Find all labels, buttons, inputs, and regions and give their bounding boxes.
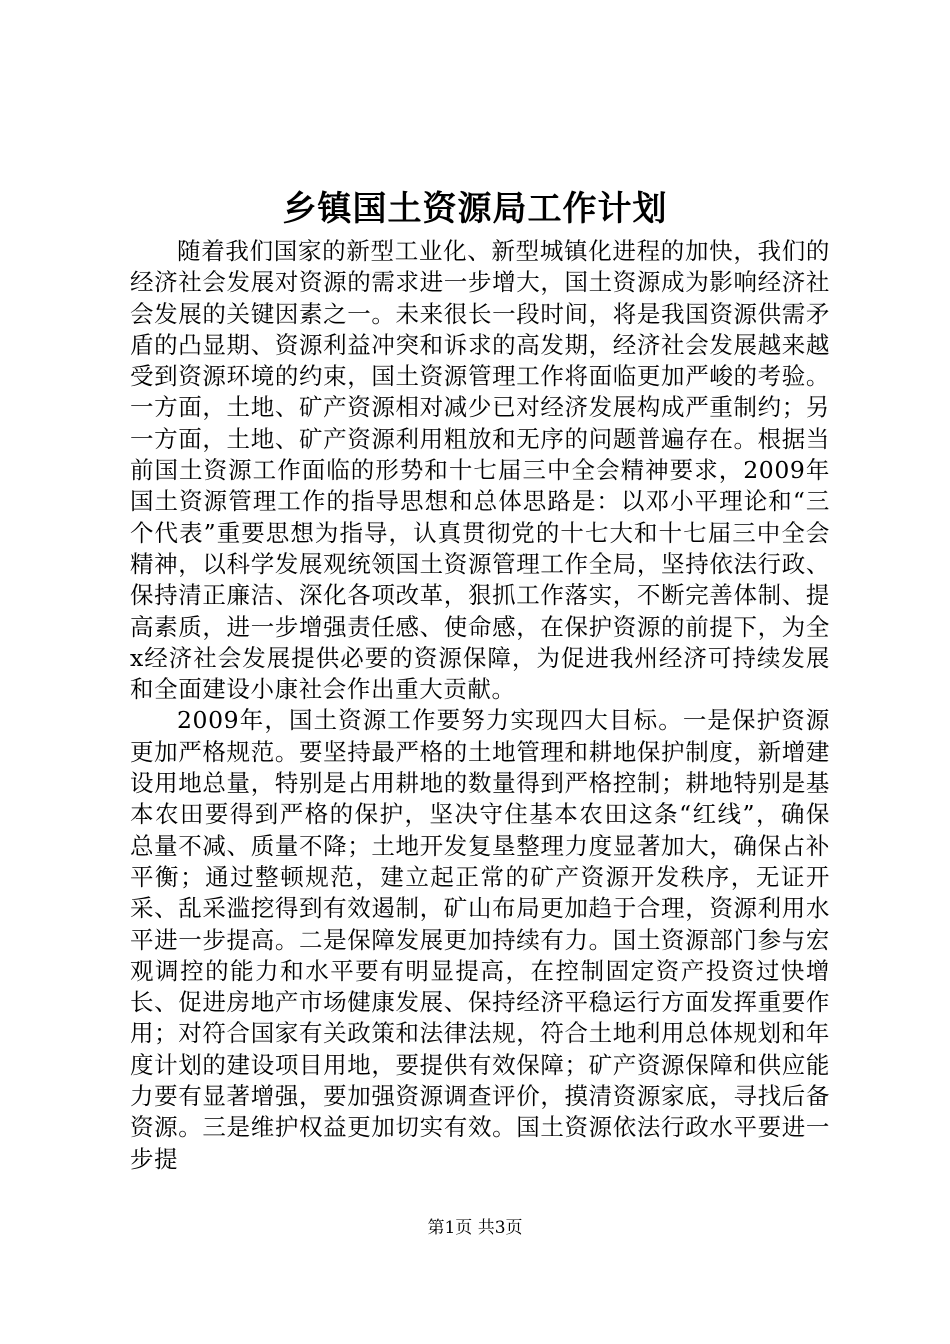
- document-body: [130, 236, 830, 1175]
- paragraph-1: 随着我们国家的新型工业化、新型城镇化进程的加快，我们的经济社会发展对资源的需求进一步增大，国土资源成为影响经济社会发展的关键因素之一。未来很长一段时间，将是我国资源供需矛盾的凸显期、资源利益冲突和诉求的高发期，经济社会发展越来越受到资源环境的约束，国土资源管理工作将面临更加严峻的考验。一方面，土地、矿产资源相对减少已对经济发展构成严重制约；另一方面，土地、矿产资源利用粗放和无序的问题普遍存在。根据当前国土资源工作面临的形势和十七届三中全会精神要求，2009年国土资源管理工作的指导思想和总体思路是：以邓小平理论和“三个代表”重要思想为指导，认真贯彻党的十七大和十七届三中全会精神，以科学发展观统领国土资源管理工作全局，坚持依法行政、保持清正廉洁、深化各项改革，狠抓工作落实，不断完善体制、提高素质，进一步增强责任感、使命感，在保护资源的前提下，为全x经济社会发展提供必要的资源保障，为促进我州经济可持续发展和全面建设小康社会作出重大贡献。: [130, 237, 830, 704]
- document-title: 乡镇国土资源局工作计划: [282, 189, 668, 229]
- page-number-footer: 第1页 共3页: [427, 1218, 523, 1238]
- paragraph-2: 2009年，国土资源工作要努力实现四大目标。一是保护资源更加严格规范。要坚持最严格的土地管理和耕地保护制度，新增建设用地总量，特别是占用耕地的数量得到严格控制；耕地特别是基本农田要得到严格的保护，坚决守住基本农田这条“红线”，确保总量不减、质量不降；土地开发复垦整理力度显著加大，确保占补平衡；通过整顿规范，建立起正常的矿产资源开发秩序，无证开采、乱采滥挖得到有效遏制，矿山布局更加趋于合理，资源利用水平进一步提高。二是保障发展更加持续有力。国土资源部门参与宏观调控的能力和水平要有明显提高，在控制固定资产投资过快增长、促进房地产市场健康发展、保持经济平稳运行方面发挥重要作用；对符合国家有关政策和法律法规，符合土地利用总体规划和年度计划的建设项目用地，要提供有效保障；矿产资源保障和供应能力要有显著增强，要加强资源调查评价，摸清资源家底，寻找后备资源。三是维护权益更加切实有效。国土资源依法行政水平要进一步提: [130, 706, 830, 1173]
